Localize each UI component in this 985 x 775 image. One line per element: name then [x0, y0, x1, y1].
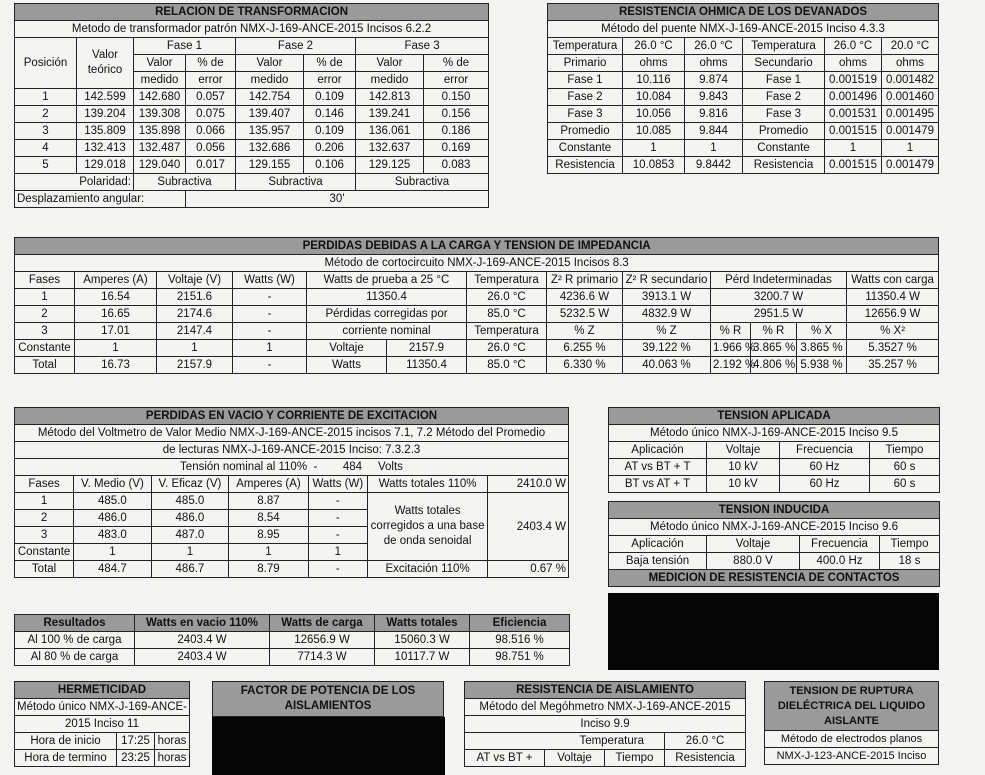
table-row: Fase 3 10.056 9.816 Fase 3 0.001531 0.001495: [548, 106, 939, 123]
phase3-header: Fase 3: [356, 38, 489, 55]
table-row: 4 132.413 132.487 0.056 132.686 0.206 132.637 0.169: [15, 140, 489, 157]
breakdown-voltage-table: [764, 681, 939, 765]
table-row: AT vs BT + T 10 kV 60 Hz 60 s: [609, 459, 940, 476]
phase2-header: Fase 2: [236, 38, 356, 55]
polarity-value: Subractiva: [134, 174, 236, 191]
measured-header: medido: [356, 72, 424, 89]
induced-voltage-method: Método único NMX-J-169-ANCE-2015 Inciso 9.6: [609, 519, 940, 536]
error-header: error: [424, 72, 489, 89]
table-row: 2 486.0 486.0 8.54 -: [15, 510, 569, 527]
no-load-losses-table: [14, 407, 569, 578]
table-header-row: Aplicación Voltaje Frecuencia Tiempo: [609, 442, 940, 459]
table-header-row: Resultados Watts en vacio 110% Watts de carga Watts totales Eficiencia: [15, 615, 570, 632]
table-header-row: Aplicación Voltaje Frecuencia Tiempo: [609, 536, 940, 553]
insulation-temp-label: Temperatura: [465, 733, 665, 750]
table-row: Constante 1 1 1 Voltaje 2157.9 26.0 °C 6.255 % 39.122 % 1.966 % 3.865 % 3.865 % 5.3527 %: [15, 340, 939, 357]
table-row: Total 16.73 2157.9 - Watts 11350.4 85.0 °C 6.330 % 40.063 % 2.192 % 4.806 % 5.938 % 35.257 %: [15, 357, 939, 374]
measured-header: medido: [236, 72, 304, 89]
load-losses-method: Método de cortocircuito NMX-J-169-ANCE-2015 Incisos 8.3: [15, 255, 939, 272]
hermeticity-table: [14, 681, 190, 767]
angular-displacement-label: Desplazamiento angular:: [15, 191, 186, 208]
ohmic-resistance-table: [547, 3, 939, 174]
table-row: 3 135.809 135.898 0.066 135.957 0.109 136.061 0.186: [15, 123, 489, 140]
error-header: error: [304, 72, 356, 89]
power-factor-table: [212, 681, 444, 717]
applied-voltage-method: Método único NMX-J-169-ANCE-2015 Inciso 9.5: [609, 425, 940, 442]
load-losses-title: PERDIDAS DEBIDAS A LA CARGA Y TENSION DE IMPEDANCIA: [15, 238, 939, 255]
table-row: AT vs BT + Voltaje Tiempo Resistencia: [465, 750, 746, 767]
table-row: Baja tensión 880.0 V 400.0 Hz 18 s: [609, 553, 940, 570]
table-row: Temperatura 26.0 °C 26.0 °C Temperatura 26.0 °C 20.0 °C: [548, 38, 939, 55]
ratio-title: RELACION DE TRANSFORMACION: [15, 4, 489, 21]
contact-resistance-title: MEDICION DE RESISTENCIA DE CONTACTOS: [609, 570, 940, 587]
measured-header: medido: [134, 72, 186, 89]
ohmic-method: Método del puente NMX-J-169-ANCE-2015 Inciso 4.3.3: [548, 21, 939, 38]
angular-displacement-value: 30': [186, 191, 489, 208]
no-load-method-cont: de lecturas NMX-J-169-ANCE-2015 Inciso: 7.3.2.3: [15, 442, 569, 459]
applied-voltage-table: [608, 407, 940, 493]
insulation-temp-value: 26.0 °C: [665, 733, 746, 750]
table-row: 2 16.65 2174.6 - Pérdidas corregidas por 85.0 °C 5232.5 W 4832.9 W 2951.5 W 12656.9 W: [15, 306, 939, 323]
table-header-row: Fases V. Medio (V) V. Eficaz (V) Amperes (A) Watts (W) Watts totales 110% 2410.0 W: [15, 476, 569, 493]
power-factor-redacted: [212, 717, 445, 775]
table-row: Hora de termino 23:25 horas: [15, 750, 190, 767]
table-row: 3 483.0 487.0 8.95 -: [15, 527, 569, 544]
table-row: Hora de inicio 17:25 horas: [15, 733, 190, 750]
table-row: Al 80 % de carga 2403.4 W 7714.3 W 10117.7 W 98.751 %: [15, 649, 570, 666]
error-header: % de: [304, 55, 356, 72]
phase1-header: Fase 1: [134, 38, 236, 55]
corrected-watts-label: Watts totales corregidos a una base de onda senoidal: [367, 493, 487, 561]
table-row: Fase 2 10.084 9.843 Fase 2 0.001496 0.001460: [548, 89, 939, 106]
no-load-method: Método del Voltmetro de Valor Medio NMX-J-169-ANCE-2015 incisos 7.1, 7.2 Método del Promedio: [15, 425, 569, 442]
induced-voltage-title: TENSION INDUCIDA: [609, 502, 940, 519]
power-factor-title: FACTOR DE POTENCIA DE LOS AISLAMIENTOS: [213, 682, 444, 717]
table-row: 1 142.599 142.680 0.057 142.754 0.109 142.813 0.150: [15, 89, 489, 106]
corrected-watts-value: 2403.4 W: [488, 493, 569, 561]
table-row: Promedio 10.085 9.844 Promedio 0.001515 0.001479: [548, 123, 939, 140]
insulation-title: RESISTENCIA DE AISLAMIENTO: [465, 682, 746, 699]
breakdown-method: Método de electrodos planos: [765, 731, 939, 748]
results-table: [14, 614, 570, 666]
polarity-value: Subractiva: [356, 174, 489, 191]
table-row: 1 485.0 485.0 8.87 - Watts totales corregidos a una base de onda senoidal 2403.4 W: [15, 493, 569, 510]
table-row: 5 129.018 129.040 0.017 129.155 0.106 129.125 0.083: [15, 157, 489, 174]
breakdown-title: TENSION DE RUPTURA DIELÉCTRICA DEL LIQUIDO AISLANTE: [765, 682, 939, 731]
table-row: 2 139.204 139.308 0.075 139.407 0.146 139.241 0.156: [15, 106, 489, 123]
measured-header: Valor: [134, 55, 186, 72]
table-row: 3 17.01 2147.4 - corriente nominal Temperatura % Z % Z % R % R % X % X²: [15, 323, 939, 340]
table-row: Al 100 % de carga 2403.4 W 12656.9 W 15060.3 W 98.516 %: [15, 632, 570, 649]
error-header: error: [186, 72, 236, 89]
table-row: Fase 1 10.116 9.874 Fase 1 0.001519 0.001482: [548, 72, 939, 89]
table-row: Resistencia 10.0853 9.8442 Resistencia 0.001515 0.001479: [548, 157, 939, 174]
contact-resistance-redacted: [608, 593, 939, 670]
insulation-method: Método del Megóhmetro NMX-J-169-ANCE-2015: [465, 699, 746, 716]
load-losses-table: [14, 237, 939, 374]
insulation-method-cont: Inciso 9.9: [465, 716, 746, 733]
position-header: Posición: [15, 38, 77, 89]
table-row: Constante 1 1 Constante 1 1: [548, 140, 939, 157]
ratio-table: [14, 3, 489, 208]
breakdown-method-cont: NMX-J-123-ANCE-2015 Inciso: [765, 748, 939, 765]
ohmic-title: RESISTENCIA OHMICA DE LOS DEVANADOS: [548, 4, 939, 21]
table-header-row: Fases Amperes (A) Voltaje (V) Watts (W) Watts de prueba a 25 °C Temperatura Z² R primario Z² R secundario Pérd Indeterminadas Watts con carga: [15, 272, 939, 289]
measured-header: Valor: [356, 55, 424, 72]
polarity-value: Subractiva: [236, 174, 356, 191]
induced-voltage-table: [608, 501, 940, 587]
applied-voltage-title: TENSION APLICADA: [609, 408, 940, 425]
error-header: % de: [424, 55, 489, 72]
hermeticity-method: Método único NMX-J-169-ANCE-: [15, 699, 190, 716]
hermeticity-method-cont: 2015 Inciso 11: [15, 716, 190, 733]
hermeticity-title: HERMETICIDAD: [15, 682, 190, 699]
ratio-method: Metodo de transformador patrón NMX-J-169-ANCE-2015 Incisos 6.2.2: [15, 21, 489, 38]
table-row: 1 16.54 2151.6 - 11350.4 26.0 °C 4236.6 W 3913.1 W 3200.7 W 11350.4 W: [15, 289, 939, 306]
table-row: Primario ohms ohms Secundario ohms ohms: [548, 55, 939, 72]
table-row: Total 484.7 486.7 8.79 - Excitación 110% 0.67 %: [15, 561, 569, 578]
theoretical-header: Valor teórico: [77, 38, 134, 89]
nominal-voltage: Tensión nominal al 110% - 484 Volts: [15, 459, 569, 476]
polarity-label: Polaridad:: [15, 174, 134, 191]
error-header: % de: [186, 55, 236, 72]
no-load-title: PERDIDAS EN VACIO Y CORRIENTE DE EXCITACION: [15, 408, 569, 425]
table-row: BT vs AT + T 10 kV 60 Hz 60 s: [609, 476, 940, 493]
measured-header: Valor: [236, 55, 304, 72]
insulation-resistance-table: [464, 681, 746, 767]
table-row: Constante 1 1 1 1: [15, 544, 569, 561]
